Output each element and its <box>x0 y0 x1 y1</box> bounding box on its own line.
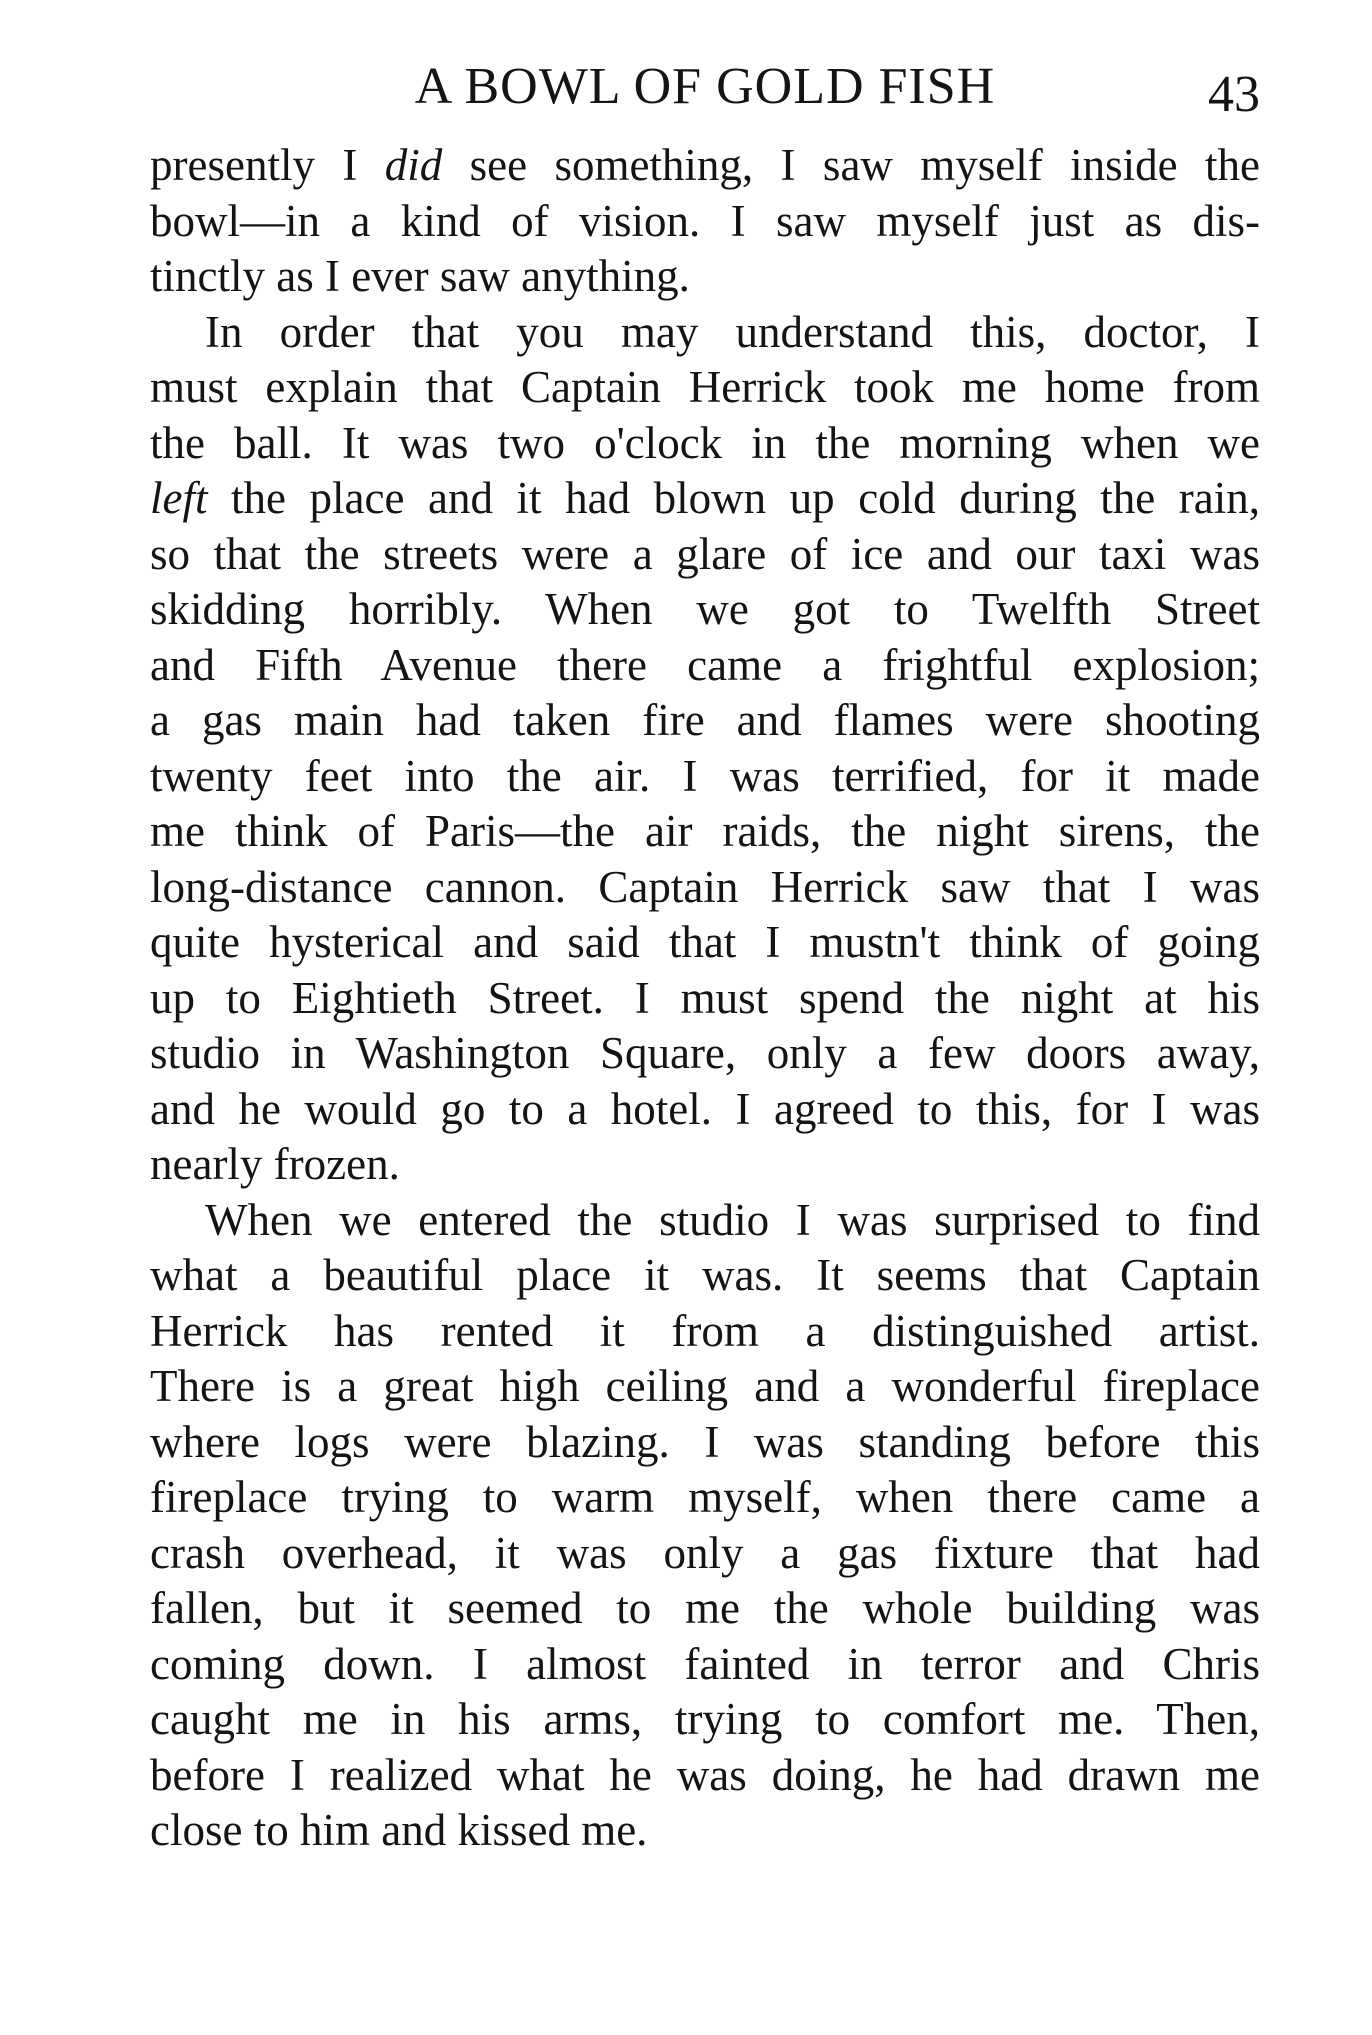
text-line: Herrick has rented it from a distinguished artist. <box>150 1305 1260 1356</box>
text-line: In order that you may understand this, doctor, I <box>205 306 1260 357</box>
text-line: the ball. It was two o'clock in the morning when we <box>150 417 1260 468</box>
text-line: left the place and it had blown up cold during the rain, <box>150 473 1260 523</box>
text-line: before I realized what he was doing, he had drawn me <box>150 1749 1260 1800</box>
emphasis: left <box>150 473 208 523</box>
page-number: 43 <box>1208 66 1260 123</box>
text-line: studio in Washington Square, only a few doors away, <box>150 1028 1260 1078</box>
text-line: twenty feet into the air. I was terrified, for it made <box>150 750 1260 801</box>
text-line: When we entered the studio I was surprised to find <box>205 1194 1260 1245</box>
text-line: skidding horribly. When we got to Twelfth Street <box>150 584 1260 634</box>
running-head <box>150 52 1260 122</box>
emphasis: did <box>384 140 443 190</box>
text-line: caught me in his arms, trying to comfort me. Then, <box>150 1694 1260 1744</box>
text-line: must explain that Captain Herrick took me home from <box>150 362 1260 412</box>
text-line: a gas main had taken fire and flames were shooting <box>150 695 1260 745</box>
text-line: nearly frozen. <box>150 1139 400 1189</box>
text-line: and Fifth Avenue there came a frightful explosion; <box>150 639 1260 690</box>
text-line: close to him and kissed me. <box>150 1805 648 1855</box>
text-line: coming down. I almost fainted in terror and Chris <box>150 1638 1260 1689</box>
text-line: and he would go to a hotel. I agreed to this, for I was <box>150 1083 1260 1134</box>
text-line: bowl—in a kind of vision. I saw myself just as dis- <box>150 195 1260 246</box>
text-line: up to Eightieth Street. I must spend the night at his <box>150 972 1260 1023</box>
text-line: crash overhead, it was only a gas fixture that had <box>150 1527 1260 1578</box>
text-line: fireplace trying to warm myself, when there came a <box>150 1472 1260 1522</box>
text-line: long-distance cannon. Captain Herrick saw that I was <box>150 861 1260 912</box>
text-line: There is a great high ceiling and a wonderful fireplace <box>150 1361 1260 1411</box>
text-line: tinctly as I ever saw anything. <box>150 251 690 301</box>
text-line: what a beautiful place it was. It seems that Captain <box>150 1250 1260 1300</box>
text-line: where logs were blazing. I was standing before this <box>150 1416 1260 1467</box>
text-line: presently I did see something, I saw myself inside the <box>150 140 1260 190</box>
running-title: A BOWL OF GOLD FISH <box>414 58 996 115</box>
text-line: quite hysterical and said that I mustn't think of going <box>150 917 1260 967</box>
text-line: so that the streets were a glare of ice and our taxi was <box>150 528 1260 579</box>
text-line: me think of Paris—the air raids, the night sirens, the <box>150 806 1260 856</box>
text-line: fallen, but it seemed to me the whole building was <box>150 1583 1260 1633</box>
body-text <box>150 138 1260 1859</box>
